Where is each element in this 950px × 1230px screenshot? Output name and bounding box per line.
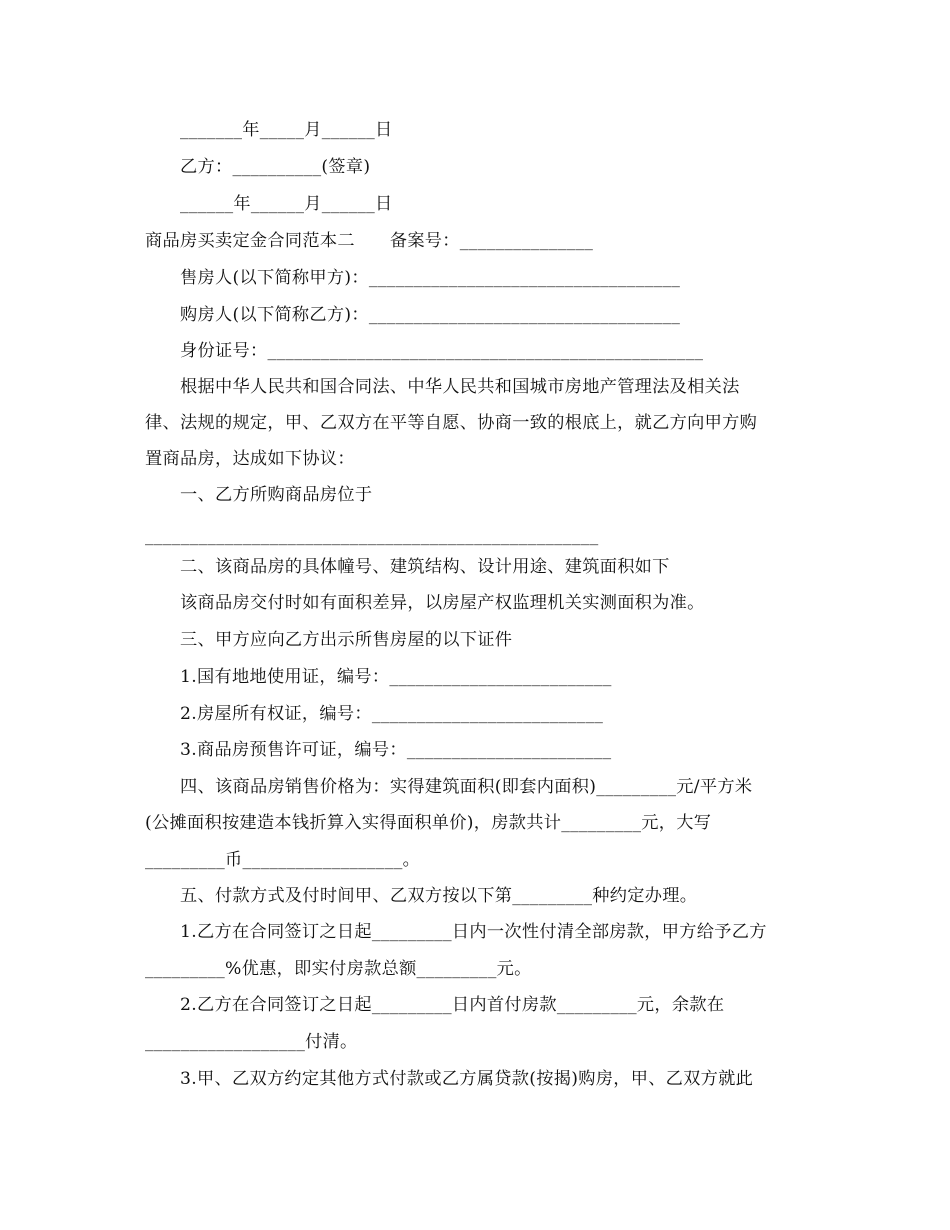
date-line-2: ______年______月______日	[180, 194, 393, 214]
date-line-1: _______年_____月______日	[180, 120, 393, 140]
clause-2-note-line: 该商品房交付时如有面积差异，以房屋产权监理机关实测面积为准。	[180, 593, 705, 613]
clause-4-line-2: (公摊面积按建造本钱折算入实得面积单价)，房款共计_________元，大写	[145, 813, 712, 833]
clause-3-item-2: 2.房屋所有权证，编号：__________________________	[180, 704, 604, 724]
party-b-signature-line: 乙方：__________(签章)	[180, 157, 371, 177]
clause-5-item-1-line-1: 1.乙方在合同签订之日起_________日内一次性付清全部房款，甲方给予乙方	[180, 922, 767, 942]
clause-5-line: 五、付款方式及付时间甲、乙双方按以下第_________种约定办理。	[180, 886, 698, 906]
preamble-line-1: 根据中华人民共和国合同法、中华人民共和国城市房地产管理法及相关法	[180, 377, 740, 397]
clause-1-blank-line: ___________________________________________________	[145, 526, 599, 546]
buyer-line: 购房人(以下简称乙方)：___________________________________	[180, 305, 681, 325]
clause-5-item-2-line-2: __________________付清。	[145, 1032, 358, 1052]
clause-3-line: 三、甲方应向乙方出示所售房屋的以下证件	[180, 630, 513, 650]
id-number-line: 身份证号：_________________________________________________	[180, 341, 704, 361]
clause-5-item-2-line-1: 2.乙方在合同签订之日起_________日内首付房款_________元，余款在	[180, 995, 725, 1015]
clause-4-line-1: 四、该商品房销售价格为：实得建筑面积(即套内面积)_________元/平方米	[180, 777, 753, 797]
contract-title-line: 商品房买卖定金合同范本二 备案号：_______________	[145, 231, 594, 251]
preamble-line-2: 律、法规的规定，甲、乙双方在平等自愿、协商一致的根底上，就乙方向甲方购	[145, 413, 758, 433]
clause-4-line-3: _________币__________________。	[145, 850, 421, 870]
clause-5-item-3-line-1: 3.甲、乙双方约定其他方式付款或乙方属贷款(按揭)购房，甲、乙双方就此	[180, 1069, 754, 1089]
clause-5-item-1-line-2: _________%优惠，即实付房款总额_________元。	[145, 959, 532, 979]
clause-3-item-1: 1.国有地地使用证，编号：_________________________	[180, 667, 612, 687]
preamble-line-3: 置商品房，达成如下协议：	[145, 449, 355, 469]
clause-2-line: 二、该商品房的具体幢号、建筑结构、设计用途、建筑面积如下	[180, 557, 670, 577]
clause-1-line: 一、乙方所购商品房位于	[180, 485, 373, 505]
clause-3-item-3: 3.商品房预售许可证，编号：_______________________	[180, 740, 612, 760]
seller-line: 售房人(以下简称甲方)：___________________________________	[180, 268, 681, 288]
